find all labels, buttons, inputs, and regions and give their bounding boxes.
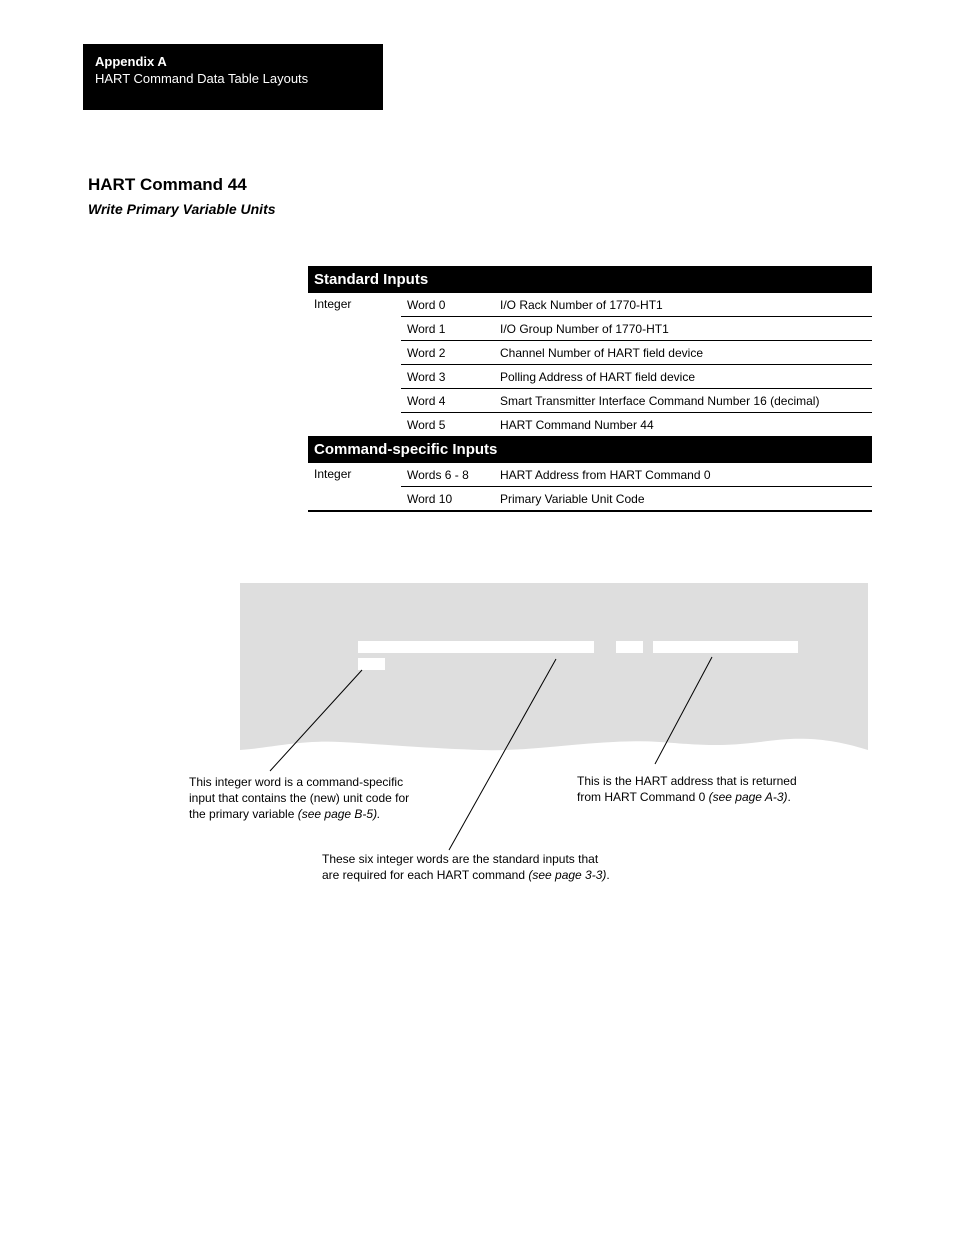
standard-type-cell: Integer	[314, 297, 352, 311]
reserved-field	[616, 641, 643, 653]
standard-inputs-heading: Standard Inputs	[308, 266, 872, 293]
callout-text: These six integer words are the standard inputs that	[322, 852, 599, 866]
description-cell: I/O Rack Number of 1770-HT1	[494, 293, 872, 317]
callout-text: This integer word is a command-specific	[189, 775, 404, 789]
hart-address-callout	[577, 773, 827, 805]
unit-code-field	[358, 658, 385, 670]
page-reference: (see page B-5).	[297, 807, 381, 821]
description-cell: Primary Variable Unit Code	[494, 487, 872, 512]
description-cell: Channel Number of HART field device	[494, 341, 872, 365]
word-cell: Word 10	[401, 487, 494, 512]
page-reference: (see page A-3)	[708, 790, 788, 804]
callout-text: This is the HART address that is returned	[577, 774, 797, 788]
figure-panel	[240, 583, 868, 750]
command-subtitle: Write Primary Variable Units	[88, 201, 276, 217]
callout-text: from HART Command 0 (see page A-3).	[577, 790, 791, 804]
unit-code-callout	[189, 774, 429, 822]
callout-text: the primary variable (see page B-5).	[189, 807, 381, 821]
standard-inputs-callout	[322, 851, 622, 883]
command-type-cell: Integer	[308, 463, 401, 511]
word-cell: Word 3	[401, 365, 494, 389]
callout-text: input that contains the (new) unit code for	[189, 791, 410, 805]
hart-address-field	[653, 641, 798, 653]
description-cell: Smart Transmitter Interface Command Number 16 (decimal)	[494, 389, 872, 413]
command-inputs-heading: Command-specific Inputs	[308, 436, 872, 463]
section-label: HART Command Data Table Layouts	[95, 71, 309, 86]
word-cell: Word 0	[401, 293, 494, 317]
callout-text: are required for each HART command (see page 3-3).	[322, 868, 610, 882]
word-cell: Word 1	[401, 317, 494, 341]
command-title: HART Command 44	[88, 175, 247, 194]
description-cell: HART Command Number 44	[500, 417, 654, 432]
page-reference: (see page 3-3)	[528, 868, 607, 882]
description-cell: Polling Address of HART field device	[494, 365, 872, 389]
standard-inputs-field	[358, 641, 594, 653]
word-cell: Words 6 - 8	[401, 463, 494, 487]
word-cell: Word 5	[407, 417, 446, 432]
description-cell: HART Address from HART Command 0	[494, 463, 872, 487]
appendix-label: Appendix A	[95, 54, 167, 69]
word-cell: Word 2	[401, 341, 494, 365]
description-cell: I/O Group Number of 1770-HT1	[494, 317, 872, 341]
word-cell: Word 4	[401, 389, 494, 413]
